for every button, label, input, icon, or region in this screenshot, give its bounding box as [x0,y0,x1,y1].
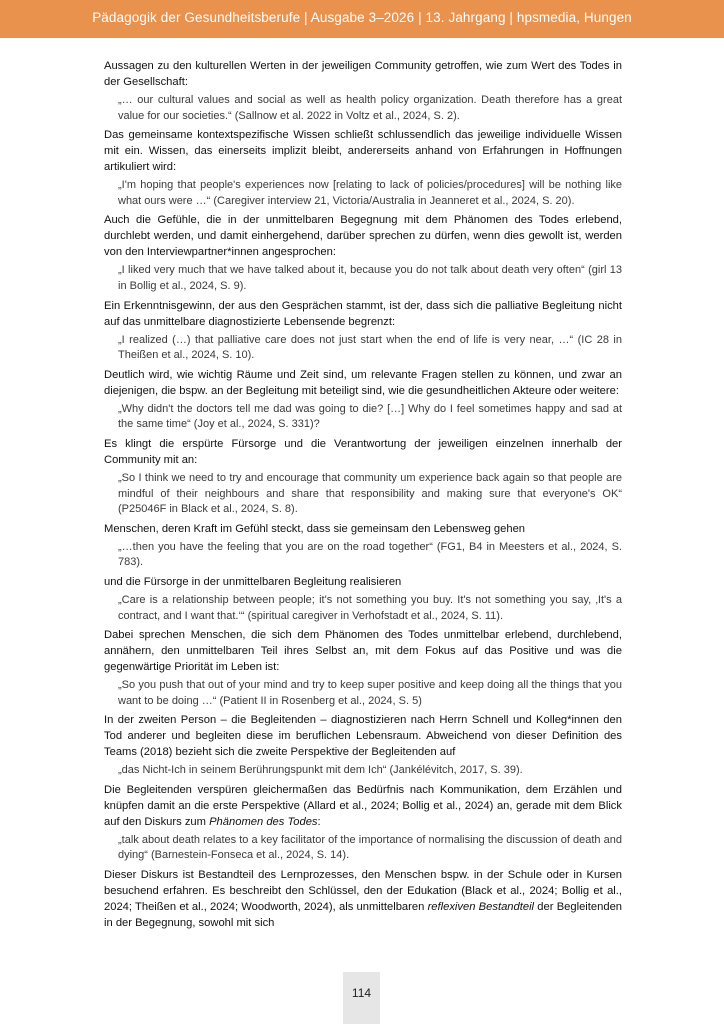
block-text: „I'm hoping that people's experiences now [relating to lack of policies/procedures] will be nothing like what ours were …“ (Caregiver interview 21, Victoria/Australia in Jeanneret et al., 2024, S. 20). [118,179,622,207]
italic-term: Phänomen des Todes [209,815,318,828]
block-text: „das Nicht-Ich in seinem Berührungspunkt mit dem Ich“ (Jankélévitch, 2017, S. 39). [118,764,523,777]
body-paragraph [104,782,622,830]
block-text: In der zweiten Person – die Begleitenden – diagnostizieren nach Herrn Schnell und Kolleg*innen den Tod anderer und begleiten diese im beruflichen Lebensraum. Abweichend von dieser Definition des Teams (2018) bezieht sich die zweite Perspektive der Begleitenden auf [104,714,622,759]
article-body [104,58,622,934]
block-quote [118,333,622,364]
block-text: Dieser Diskurs ist Bestandteil des Lernprozesses, den Menschen bspw. in der Schule oder in Kursen besuchend erfahren. Es beschreibt den Schlüssel, den der Edukation (Black et al., 2024; Bollig et al., 2024; Theißen et al., 2024; Woodworth, 2024), als unmittelbaren [104,869,622,914]
block-quote [118,593,622,624]
block-quote [118,833,622,864]
header-bar [0,0,724,38]
block-quote [118,763,622,779]
body-paragraph [104,712,622,760]
body-paragraph [104,212,622,260]
block-text: und die Fürsorge in der unmittelbaren Begleitung realisieren [104,575,402,588]
block-text: „talk about death relates to a key facilitator of the importance of normalising the discussion of death and dying“ (Barnestein-Fonseca et al., 2024, S. 14). [118,833,622,862]
block-text: Ein Erkenntnisgewinn, der aus den Gesprächen stammt, ist der, dass sich die palliative Begleitung nicht auf das unmittelbare diagnostizierte Lebensende begrenzt: [104,299,622,328]
journal-header-title: Pädagogik der Gesundheitsberufe | Ausgabe 3–2026 | 13. Jahrgang | hpsmedia, Hungen [92,10,632,25]
block-text: „So you push that out of your mind and try to keep super positive and keep doing all the things that you want to be doing …“ (Patient II in Rosenberg et al., 2024, S. 5) [118,679,622,707]
body-paragraph [104,521,622,537]
block-text: Deutlich wird, wie wichtig Räume und Zeit sind, um relevante Fragen stellen zu können, und zwar an diejenigen, die bspw. an der Begleitung mit beteiligt sind, wie die gesundheitlichen Akteure oder weitere: [104,368,622,397]
block-quote [118,678,622,709]
block-text: „Why didn't the doctors tell me dad was going to die? […] Why do I feel sometimes happy and sad at the same time“ (Joy et al., 2024, S. 331)? [118,402,622,431]
body-paragraph [104,867,622,931]
body-paragraph [104,367,622,399]
block-text: Es klingt die erspürte Fürsorge und die Verantwortung der jeweiligen einzelnen innerhalb der Community mit an: [104,437,622,466]
block-quote [118,540,622,571]
page-number: 114 [351,986,372,1000]
block-text: Auch die Gefühle, die in der unmittelbaren Begegnung mit dem Phänomen des Todes erlebend, durchlebt werden, und damit einhergehend, darüber sprechen zu dürfen, wenn dies gewollt ist, werden von den Interviewpartner*innen angesprochen: [104,214,622,259]
block-text: „So I think we need to try and encourage that community um experience back again so that people are mindful of their neighbours and share that responsibility and making sure that everyone's OK“ (P25046F in Black et al., 2024, S. 8). [118,471,622,516]
italic-term: reflexiven Bestandteil [427,901,535,914]
block-text: „… our cultural values and social as well as health policy organization. Death therefore has a great value for our societies.“ (Sallnow et al. 2022 in Voltz et al., 2024, S. 2). [118,94,622,122]
block-text-tail: : [317,815,321,828]
block-text: Aussagen zu den kulturellen Werten in der jeweiligen Community getroffen, wie zum Wert des Todes in der Gesellschaft: [104,60,622,88]
block-text: „Care is a relationship between people; it's not something you buy. It's not something you say, ‚It's a contract, and I want that.‘“ (spiritual caregiver in Verhofstadt et al., 2024, S. 11). [118,593,622,622]
block-text: Das gemeinsame kontextspezifische Wissen schließt schlussendlich das jeweilige individuelle Wissen mit ein. Wissen, das einerseits implizit bleibt, andererseits anhand von Erfahrungen in Hoffnungen artikuliert wird: [104,129,622,174]
block-quote [118,263,622,294]
block-quote [118,402,622,433]
body-paragraph [104,127,622,175]
block-quote [118,178,622,209]
block-text: Menschen, deren Kraft im Gefühl steckt, dass sie gemeinsam den Lebensweg gehen [104,522,526,535]
page-number-tab [343,972,380,1024]
block-quote [118,93,622,124]
block-text: Dabei sprechen Menschen, die sich dem Phänomen des Todes unmittelbar erlebend, durchlebend, annähern, den unmittelbaren Teil ihres Selbst an, mit dem Fokus auf das Positive und was die gegenwärtige Priorität im Leben ist: [104,629,622,674]
body-paragraph [104,627,622,675]
body-paragraph [104,58,622,90]
block-text-tail: der Begleitenden in der Begegnung, sowohl mit sich [104,901,623,930]
block-quote [118,471,622,518]
body-paragraph [104,298,622,330]
body-paragraph [104,436,622,468]
block-text: Die Begleitenden verspüren gleichermaßen das Bedürfnis nach Kommunikation, dem Erzählen und knüpfen damit an die erste Perspektive (Allard et al., 2024; Bollig et al., 2024) an, gerade mit dem Blick auf den Diskurs zum [104,783,622,828]
block-text: „I liked very much that we have talked about it, because you do not talk about death very often“ (girl 13 in Bollig et al., 2024, S. 9). [118,264,622,292]
block-text: „I realized (…) that palliative care does not just start when the end of life is very near, …“ (IC 28 in Theißen et al., 2024, S. 10). [118,333,622,362]
block-text: „…then you have the feeling that you are on the road together“ (FG1, B4 in Meesters et al., 2024, S. 783). [118,540,622,569]
body-paragraph [104,574,622,590]
